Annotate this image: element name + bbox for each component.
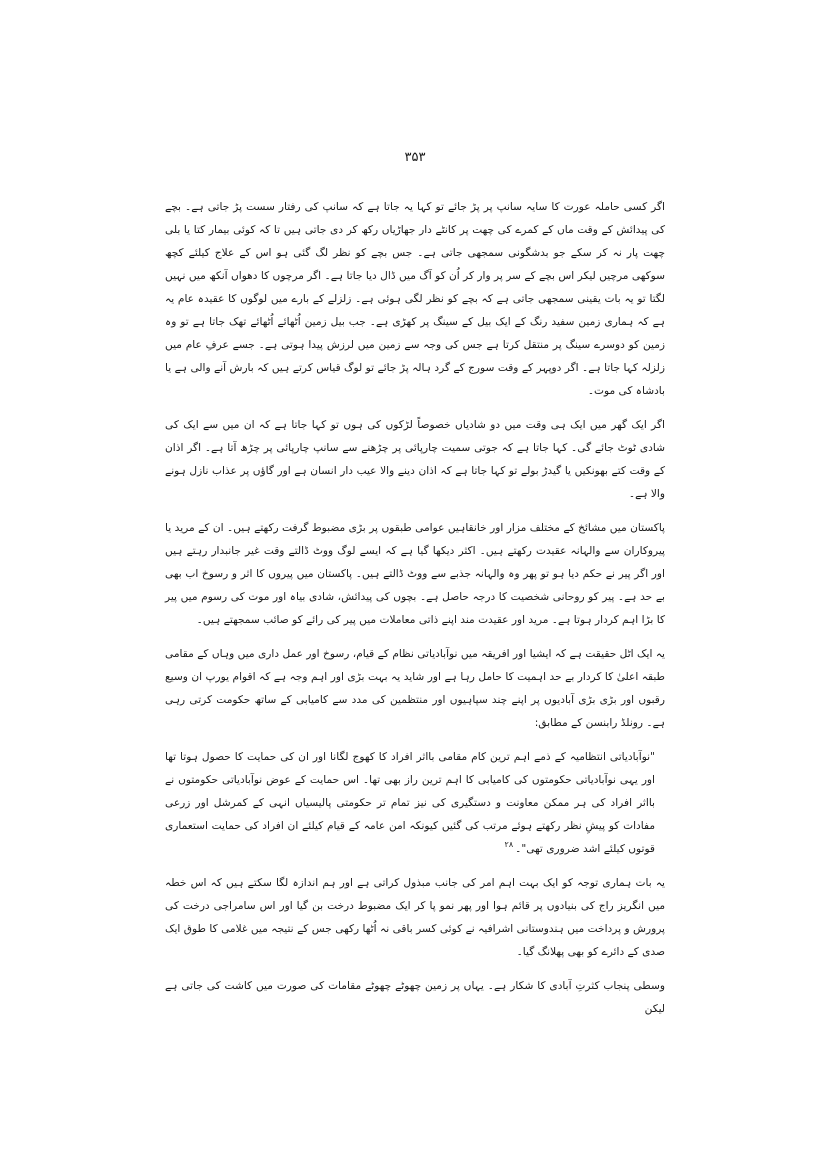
paragraph-omens: اگر کسی حاملہ عورت کا سایہ سانپ پر پڑ جائے تو کہا یہ جاتا ہے کہ سانپ کی رفتار سست پڑ جاتی ہے۔ بچے کی پیدائش کے وقت ماں کے کمرے کی چھت پر کانٹے دار جھاڑیاں رکھ کر دی جاتی ہیں تا کہ کوئی بیمار کتا یا بلی چھت پار نہ کر سکے جو بدشگونی سمجھی جاتی ہے۔ جس بچے کو نظر لگ گئی ہو اس کے علاج کیلئے کچھ سوکھی مرچیں لیکر اس بچے کے سر پر وار کر اُن کو آگ میں ڈال دیا جاتا ہے۔ اگر مرچوں کا دھواں آنکھ میں نہیں لگتا تو یہ بات یقینی سمجھی جاتی ہے کہ بچے کو نظر لگی ہوئی ہے۔ زلزلے کے بارے میں لوگوں کا عقیدہ عام یہ ہے کہ ہماری زمین سفید رنگ کے ایک بیل کے سینگ پر کھڑی ہے۔ جب بیل زمین اُٹھائے اُٹھائے تھک جاتا ہے تو وہ زمین کو دوسرے سینگ پر منتقل کرتا ہے جس کی وجہ سے زمین میں لرزش پیدا ہوتی ہے۔ جسے عرفِ عام میں زلزلہ کہا جاتا ہے۔ اگر دوپہر کے وقت سورج کے گرد ہالہ پڑ جائے تو لوگ قیاس کرتے ہیں کہ بارش آنے والی ہے یا بادشاہ کی موت۔ [165, 201, 665, 397]
page-number: ۳۵۳ [404, 150, 426, 165]
document-page [165, 150, 665, 1032]
paragraph-raj: یہ بات ہماری توجہ کو ایک بہت اہم امر کی جانب مبذول کراتی ہے اور ہم اندازہ لگا سکتے ہیں کہ اس خطہ میں انگریز راج کی بنیادوں پر قائم ہوا اور پھر نمو پا کر ایک مضبوط درخت بن گیا اور اس سامراجی درخت کی پرورش و پرداخت میں ہندوستانی اشرافیہ نے کوئی کسر باقی نہ اُٹھا رکھی جس کے نتیجہ میں غلامی کا طوق ایک صدی کے دائرے کو بھی پھلانگ گیا۔ [165, 877, 665, 958]
paragraph-colonial: یہ ایک اٹل حقیقت ہے کہ ایشیا اور افریقہ میں نوآبادیاتی نظام کے قیام، رسوخ اور عمل داری میں وہاں کے مقامی طبقہ اعلیٰ کا کردار بے حد اہمیت کا حامل رہا ہے اور شاید یہ بہت بڑی اور اہم وجہ ہے کہ اقوام یورپ ان وسیع رقبوں اور بڑی بڑی آبادیوں پر اپنے چند سپاہیوں اور منتظمین کی مدد سے کامیابی کے ساتھ حکومت کرتی رہی ہے۔ رونلڈ رابنسن کے مطابق: [165, 648, 665, 729]
block-quote [165, 746, 665, 861]
quote-text: "نوآبادیاتی انتظامیہ کے ذمے اہم ترین کام مقامی بااثر افراد کا کھوج لگانا اور ان کی حمایت کا حصول ہوتا تھا اور یہی نوآبادیاتی حکومتوں کی کامیابی کا اہم ترین راز بھی تھا۔ اس حمایت کے عوض نوآبادیاتی حکومتوں نے بااثر افراد کی ہر ممکن معاونت و دستگیری کی نیز تمام تر حکومتی پالیسیاں انہی کے کمرشل اور زرعی مفادات کو پیشِ نظر رکھتے ہوئے مرتب کی گئیں کیونکہ امن عامہ کے قیام کیلئے ان افراد کی حمایت استعماری قوتوں کیلئے اشد ضروری تھی"۔ [165, 751, 655, 855]
paragraph-punjab: وسطی پنجاب کثرتِ آبادی کا شکار ہے۔ یہاں پر زمین چھوٹے چھوٹے مقامات کی صورت میں کاشت کی جاتی ہے لیکن [165, 980, 665, 1015]
paragraph-weddings: اگر ایک گھر میں ایک ہی وقت میں دو شادیاں خصوصاً لڑکوں کی ہوں تو کہا جاتا ہے کہ ان میں سے ایک کی شادی ٹوٹ جائے گی۔ کہا جاتا ہے کہ جوتی سمیت چارپائی پر چڑھنے سے سانپ چارپائی پر چڑھ آتا ہے۔ اگر اذان کے وقت کتے بھونکیں یا گیدڑ بولے تو کہا جاتا ہے کہ اذان دینے والا عیب دار انسان ہے اور گاؤں پر عذاب نازل ہونے والا ہے۔ [165, 419, 665, 500]
paragraph-shrines: پاکستان میں مشائخ کے مختلف مزار اور خانقاہیں عوامی طبقوں پر بڑی مضبوط گرفت رکھتے ہیں۔ ان کے مرید یا پیروکاران سے والہانہ عقیدت رکھتے ہیں۔ اکثر دیکھا گیا ہے کہ ایسے لوگ ووٹ ڈالتے وقت غیر جانبدار رہتے ہیں اور اگر پیر نے حکم دیا ہو تو پھر وہ والہانہ جذبے سے ووٹ ڈالتے ہیں۔ پاکستان میں پیروں کا اثر و رسوخ اب بھی بے حد ہے۔ پیر کو روحانی شخصیت کا درجہ حاصل ہے۔ بچوں کی پیدائش، شادی بیاہ اور موت کی رسوم میں پیر کا بڑا اہم کردار ہوتا ہے۔ مرید اور عقیدت مند اپنے ذاتی معاملات میں پیر کی رائے کو صائب سمجھتے ہیں۔ [165, 522, 665, 626]
footnote-marker: ۲۸ [504, 840, 514, 850]
